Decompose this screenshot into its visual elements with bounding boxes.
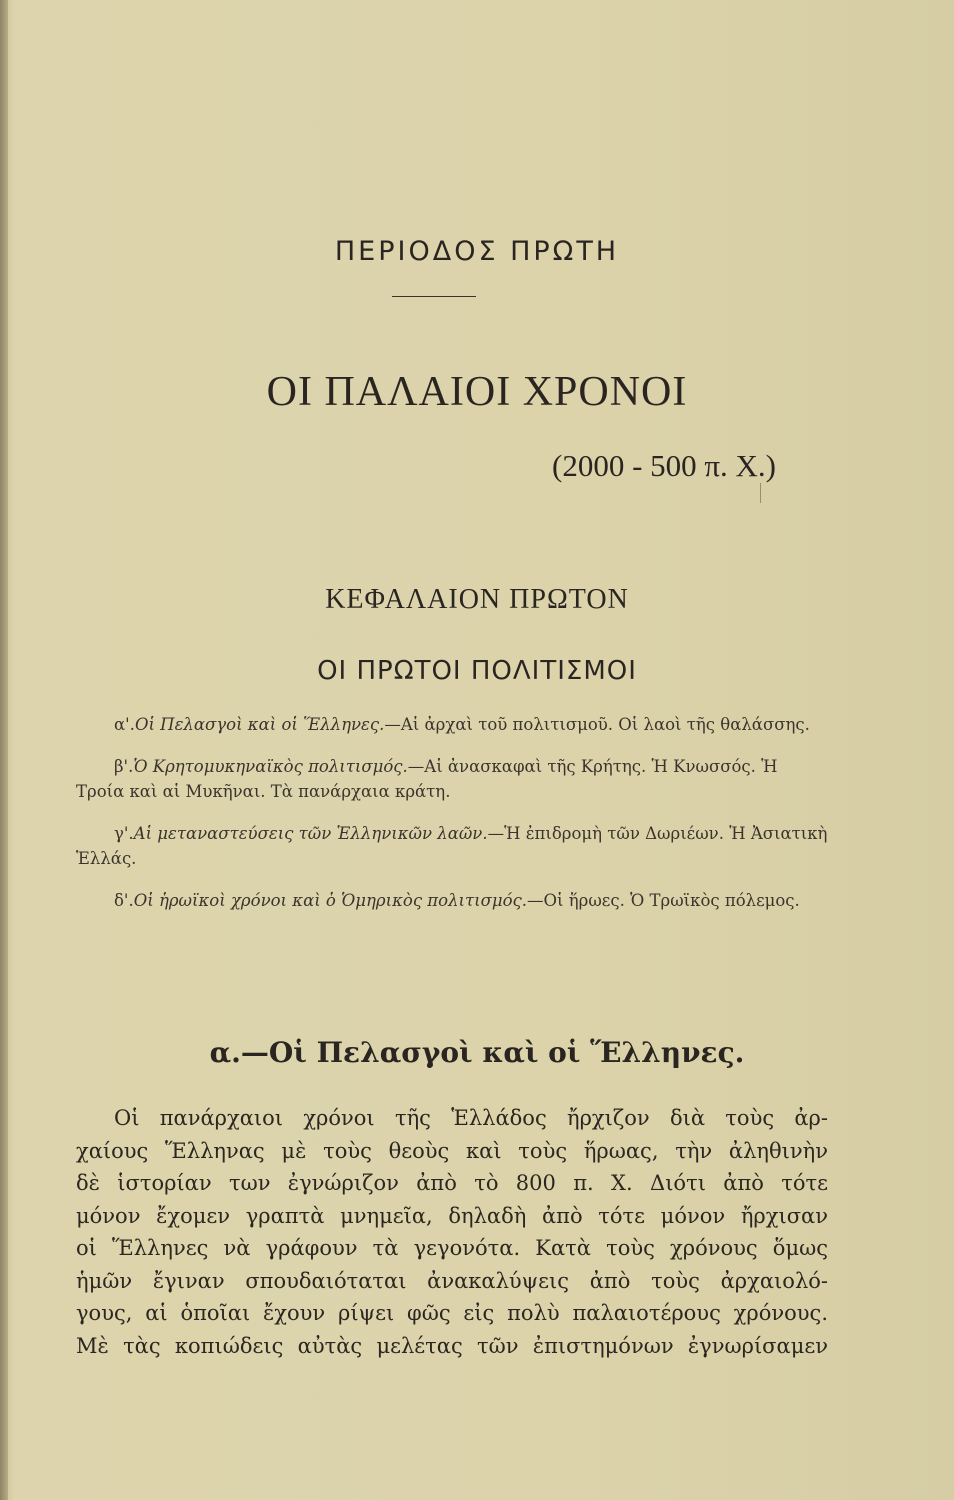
date-range: (2000 - 500 π. Χ.) <box>552 448 777 483</box>
summary-item-text: —Ἡ ἐπιδρομὴ τῶν Δωριέων. Ἡ Ἀσιατικὴ Ἑλλάς. <box>76 824 828 868</box>
summary-item <box>76 754 828 804</box>
body-line: μόνον ἔχομεν γραπτὰ μνημεῖα, δηλαδὴ ἀπὸ τότε μόνον ἤρχισαν <box>76 1203 828 1228</box>
summary-item-title: Οἱ ἡρωϊκοὶ χρόνοι καὶ ὁ Ὁμηρικὸς πολιτισμός. <box>133 891 528 910</box>
summary-item-text: —Οἱ ἥρωες. Ὁ Τρωϊκὸς πόλεμος. <box>527 891 800 910</box>
body-line: Μὲ τὰς κοπιώδεις αὐτὰς μελέτας τῶν ἐπιστημόνων ἐγνωρίσαμεν <box>76 1333 828 1358</box>
summary-item-title: Αἱ μεταναστεύσεις τῶν Ἑλληνικῶν λαῶν. <box>133 824 488 843</box>
body-text <box>76 1102 828 1362</box>
section-title: α.—Οἱ Πελασγοὶ καὶ οἱ Ἕλληνες. <box>209 1036 745 1069</box>
body-line: γους, αἱ ὁποῖαι ἔχουν ρίψει φῶς εἰς πολὺ παλαιοτέρους χρόνους. <box>76 1301 828 1325</box>
chapter-heading: ΚΕΦΑΛΑΙΟΝ ΠΡΩΤΟΝ <box>325 584 629 615</box>
body-line: Οἱ πανάρχαιοι χρόνοι τῆς Ἑλλάδος ἤρχιζον διὰ τοὺς ἀρ- <box>114 1106 828 1130</box>
summary-item-title: Οἱ Πελασγοὶ καὶ οἱ Ἕλληνες. <box>134 715 385 734</box>
page-spine-edge <box>0 0 8 1500</box>
summary-item-text: —Αἱ ἀρχαὶ τοῦ πολιτισμοῦ. Οἱ λαοὶ τῆς θαλάσσης. <box>384 715 810 734</box>
summary-item <box>76 888 828 913</box>
decorative-rule <box>392 296 476 297</box>
summary-item-text: —Αἱ ἀνασκαφαὶ τῆς Κρήτης. Ἡ Κνωσσός. Ἡ Τροία καὶ αἱ Μυκῆναι. Τὰ πανάρχαια κράτη. <box>76 757 778 801</box>
body-line: ἡμῶν ἔγιναν σπουδαιόταται ἀνακαλύψεις ἀπὸ τοὺς ἀρχαιολό- <box>76 1268 828 1293</box>
ink-mark <box>760 483 761 503</box>
summary-item <box>76 712 828 737</box>
body-line: οἱ Ἕλληνες νὰ γράφουν τὰ γεγονότα. Κατὰ τοὺς χρόνους ὅμως <box>76 1236 828 1260</box>
summary-item-number: α'. <box>114 715 135 734</box>
summary-item-number: β'. <box>114 757 134 776</box>
body-line: χαίους Ἕλληνας μὲ τοὺς θεοὺς καὶ τοὺς ἥρωας, τὴν ἀληθινὴν <box>76 1138 828 1163</box>
chapter-summary <box>76 712 828 930</box>
summary-item <box>76 821 828 871</box>
chapter-subheading: ΟΙ ΠΡΩΤΟΙ ΠΟΛΙΤΙΣΜΟΙ <box>317 656 637 686</box>
summary-item-number: δ'. <box>114 891 134 910</box>
period-heading: ΠΕΡΙΟΔΟΣ ΠΡΩΤΗ <box>334 236 620 267</box>
main-title: ΟΙ ΠΑΛΑΙΟΙ ΧΡΟΝΟΙ <box>266 369 688 415</box>
summary-item-title: Ὁ Κρητομυκηναϊκὸς πολιτισμός. <box>133 757 408 776</box>
body-line: δὲ ἱστορίαν των ἐγνώριζον ἀπὸ τὸ 800 π. Χ. Διότι ἀπὸ τότε <box>76 1171 828 1195</box>
summary-item-number: γ'. <box>114 824 134 843</box>
